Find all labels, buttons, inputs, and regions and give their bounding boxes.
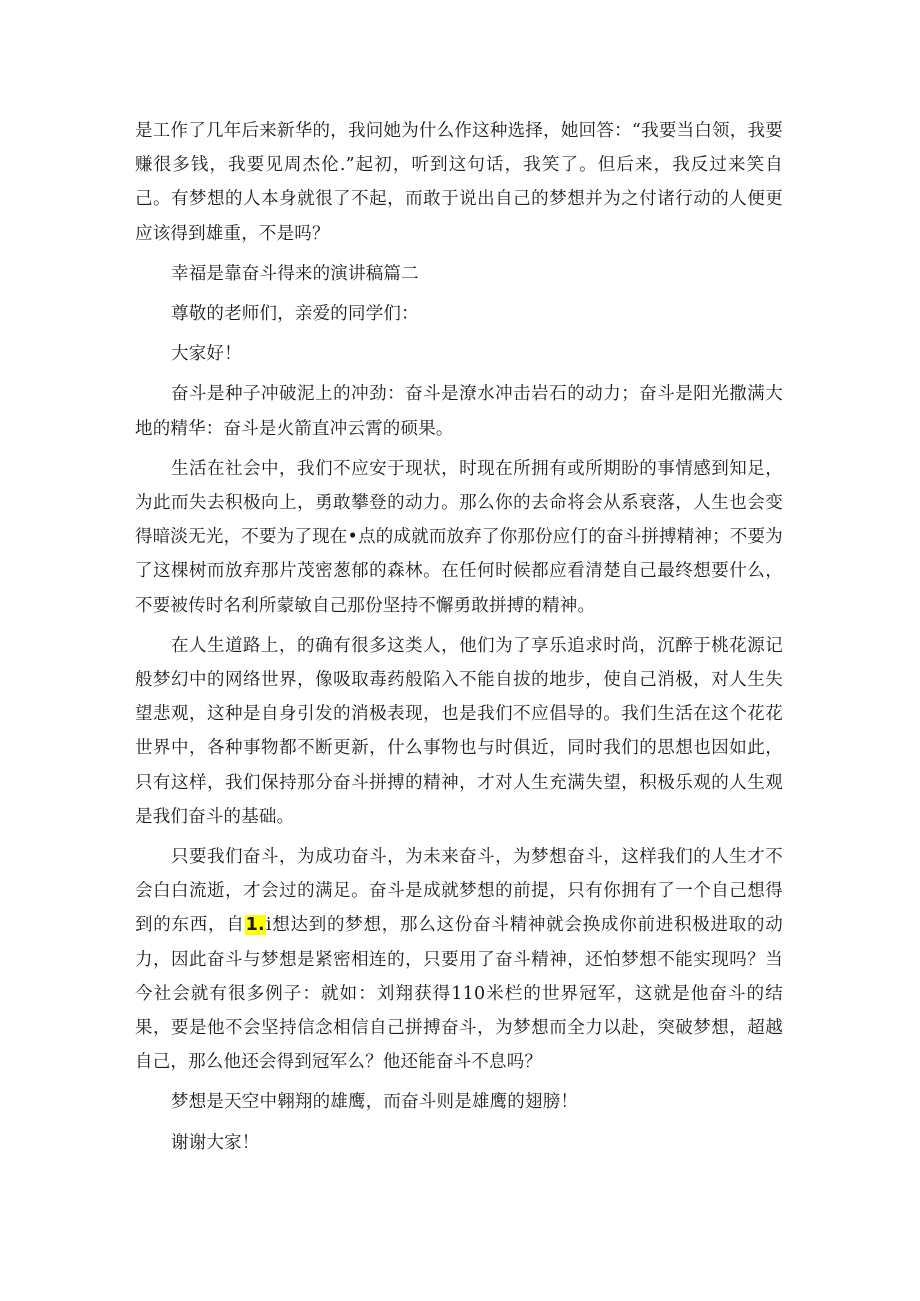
thanks: 谢谢大家！ (171, 1132, 260, 1153)
paragraph-dreams (135, 840, 783, 1079)
paragraph-continued: 是工作了几年后来新华的，我问她为什么作这种选择，她回答：“我要当白领，我要赚很多钱，我要见周杰伦.”起初，听到这句话，我笑了。但后来，我反过来笑自己。有梦想的人本身就很了不起，而敢于说出自己的梦想并为之付诸行动的人便更应该得到雄重，不是吗？ (135, 121, 783, 244)
highlighted-marker: 1. (245, 915, 265, 936)
paragraph-dreams-part-a: 只要我们奋斗，为成功奋斗，为未来奋斗，为梦想奋斗，这样我们的人生才不会白白流逝，才会过的满足。奋斗是成就梦想的前提，只有你拥有了一个自己想得到的东西，自 (135, 847, 783, 936)
document-body (135, 114, 783, 1160)
greeting: 大家好！ (171, 344, 242, 365)
paragraph-life-road: 在人生道路上，的确有很多这类人，他们为了享乐追求时尚，沉醉于桃花源记般梦幻中的网络世界，像吸取毒药般陷入不能自拔的地步，使自己消极，对人生失望悲观，这种是自身引发的消极表现，也是我们不应倡导的。我们生活在这个花花世界中，各种事物都不断更新，什么事物也与时俱近，同时我们的思想也因如此，只有这样，我们保持那分奋斗拼搏的精神，才对人生充满失望，积极乐观的人生观是我们奋斗的基础。 (135, 635, 783, 827)
closing-statement: 梦想是天空中翱翔的雄鹰，而奋斗则是雄鹰的翅膀！ (171, 1092, 579, 1113)
salutation: 尊敬的老师们，亲爱的同学们： (171, 304, 419, 325)
paragraph-struggle-definition: 奋斗是种子冲破泥上的冲劲：奋斗是潦水冲击岩石的动力；奋斗是阳光撒满大地的精华：奋斗是火箭直冲云霄的硕果。 (135, 384, 783, 439)
paragraph-society: 生活在社会中，我们不应安于现状，时现在所拥有或所期盼的事情感到知足，为此而失去积极向上，勇敢攀登的动力。那么你的去命将会从系衰落，人生也会变得暗淡无光，不要为了现在•点的成就而放弃了你那份应仃的奋斗拼搏精神；不要为了这棵树而放弃那片茂密葱郁的森林。在任何时候都应看清楚自己最终想要什么，不要被传时名利所蒙敏自己那份坚持不懈勇敢拼搏的精神。 (135, 458, 783, 616)
section-title: 幸福是靠奋斗得来的演讲稿篇二 (171, 263, 419, 284)
paragraph-dreams-part-b: i想达到的梦想，那么这份奋斗精神就会换成你前进积极进取的动力，因此奋斗与梦想是紧密相连的，只要用了奋斗精神，还怕梦想不能实现吗？当今社会就有很多例子：就如：刘翔获得110米栏的世界冠军，这就是他奋斗的结果，要是他不会坚持信念相信自己拼搏奋斗，为梦想而全力以赴，突破梦想，超越自己，那么他还会得到冠军么？他还能奋斗不息吗？ (135, 915, 783, 1073)
